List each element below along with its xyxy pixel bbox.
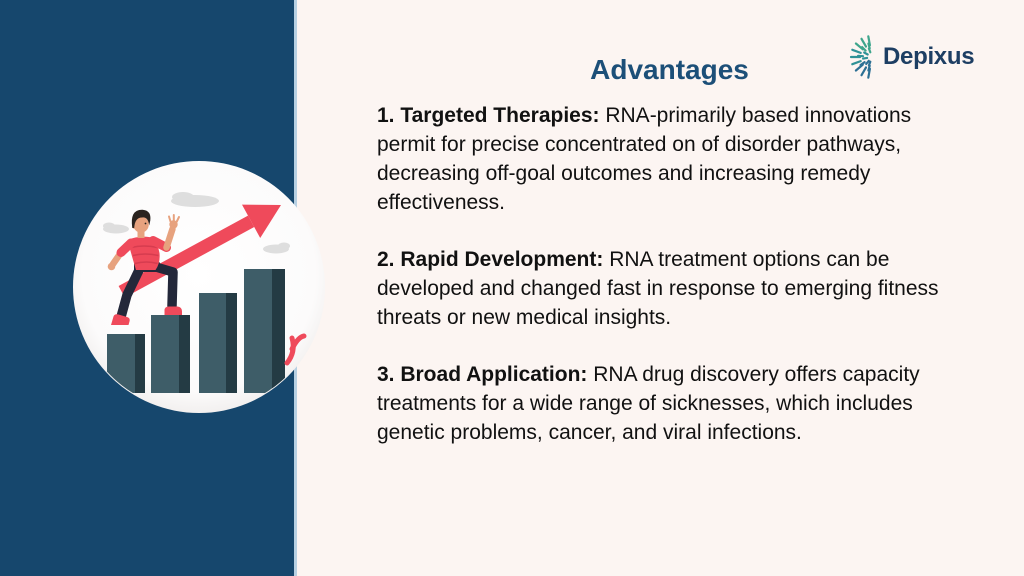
- advantage-2-text: RNA treatment options can be developed and changed fast in response to emerging fitness threats or new medical insights.: [377, 248, 939, 329]
- advantage-3-label: 3. Broad Application:: [377, 363, 588, 386]
- advantage-3-text: RNA drug discovery offers capacity treatments for a wide range of sicknesses, which includes genetic problems, cancer, and viral infections.: [377, 363, 920, 444]
- advantage-item-1: [377, 101, 962, 217]
- advantage-1-label: 1. Targeted Therapies:: [377, 104, 600, 127]
- brand-name: Depixus: [883, 43, 975, 70]
- advantage-1-text: RNA-primarily based innovations permit for precise concentrated on of disorder pathways, decreasing off-goal outcomes and increasing remedy effectiveness.: [377, 104, 912, 214]
- growth-illustration: [71, 159, 327, 415]
- advantage-item-2: [377, 245, 962, 332]
- advantage-item-3: [377, 360, 962, 447]
- advantage-2-label: 2. Rapid Development:: [377, 248, 604, 271]
- content-column: [377, 50, 962, 447]
- page-title: Advantages: [590, 54, 749, 85]
